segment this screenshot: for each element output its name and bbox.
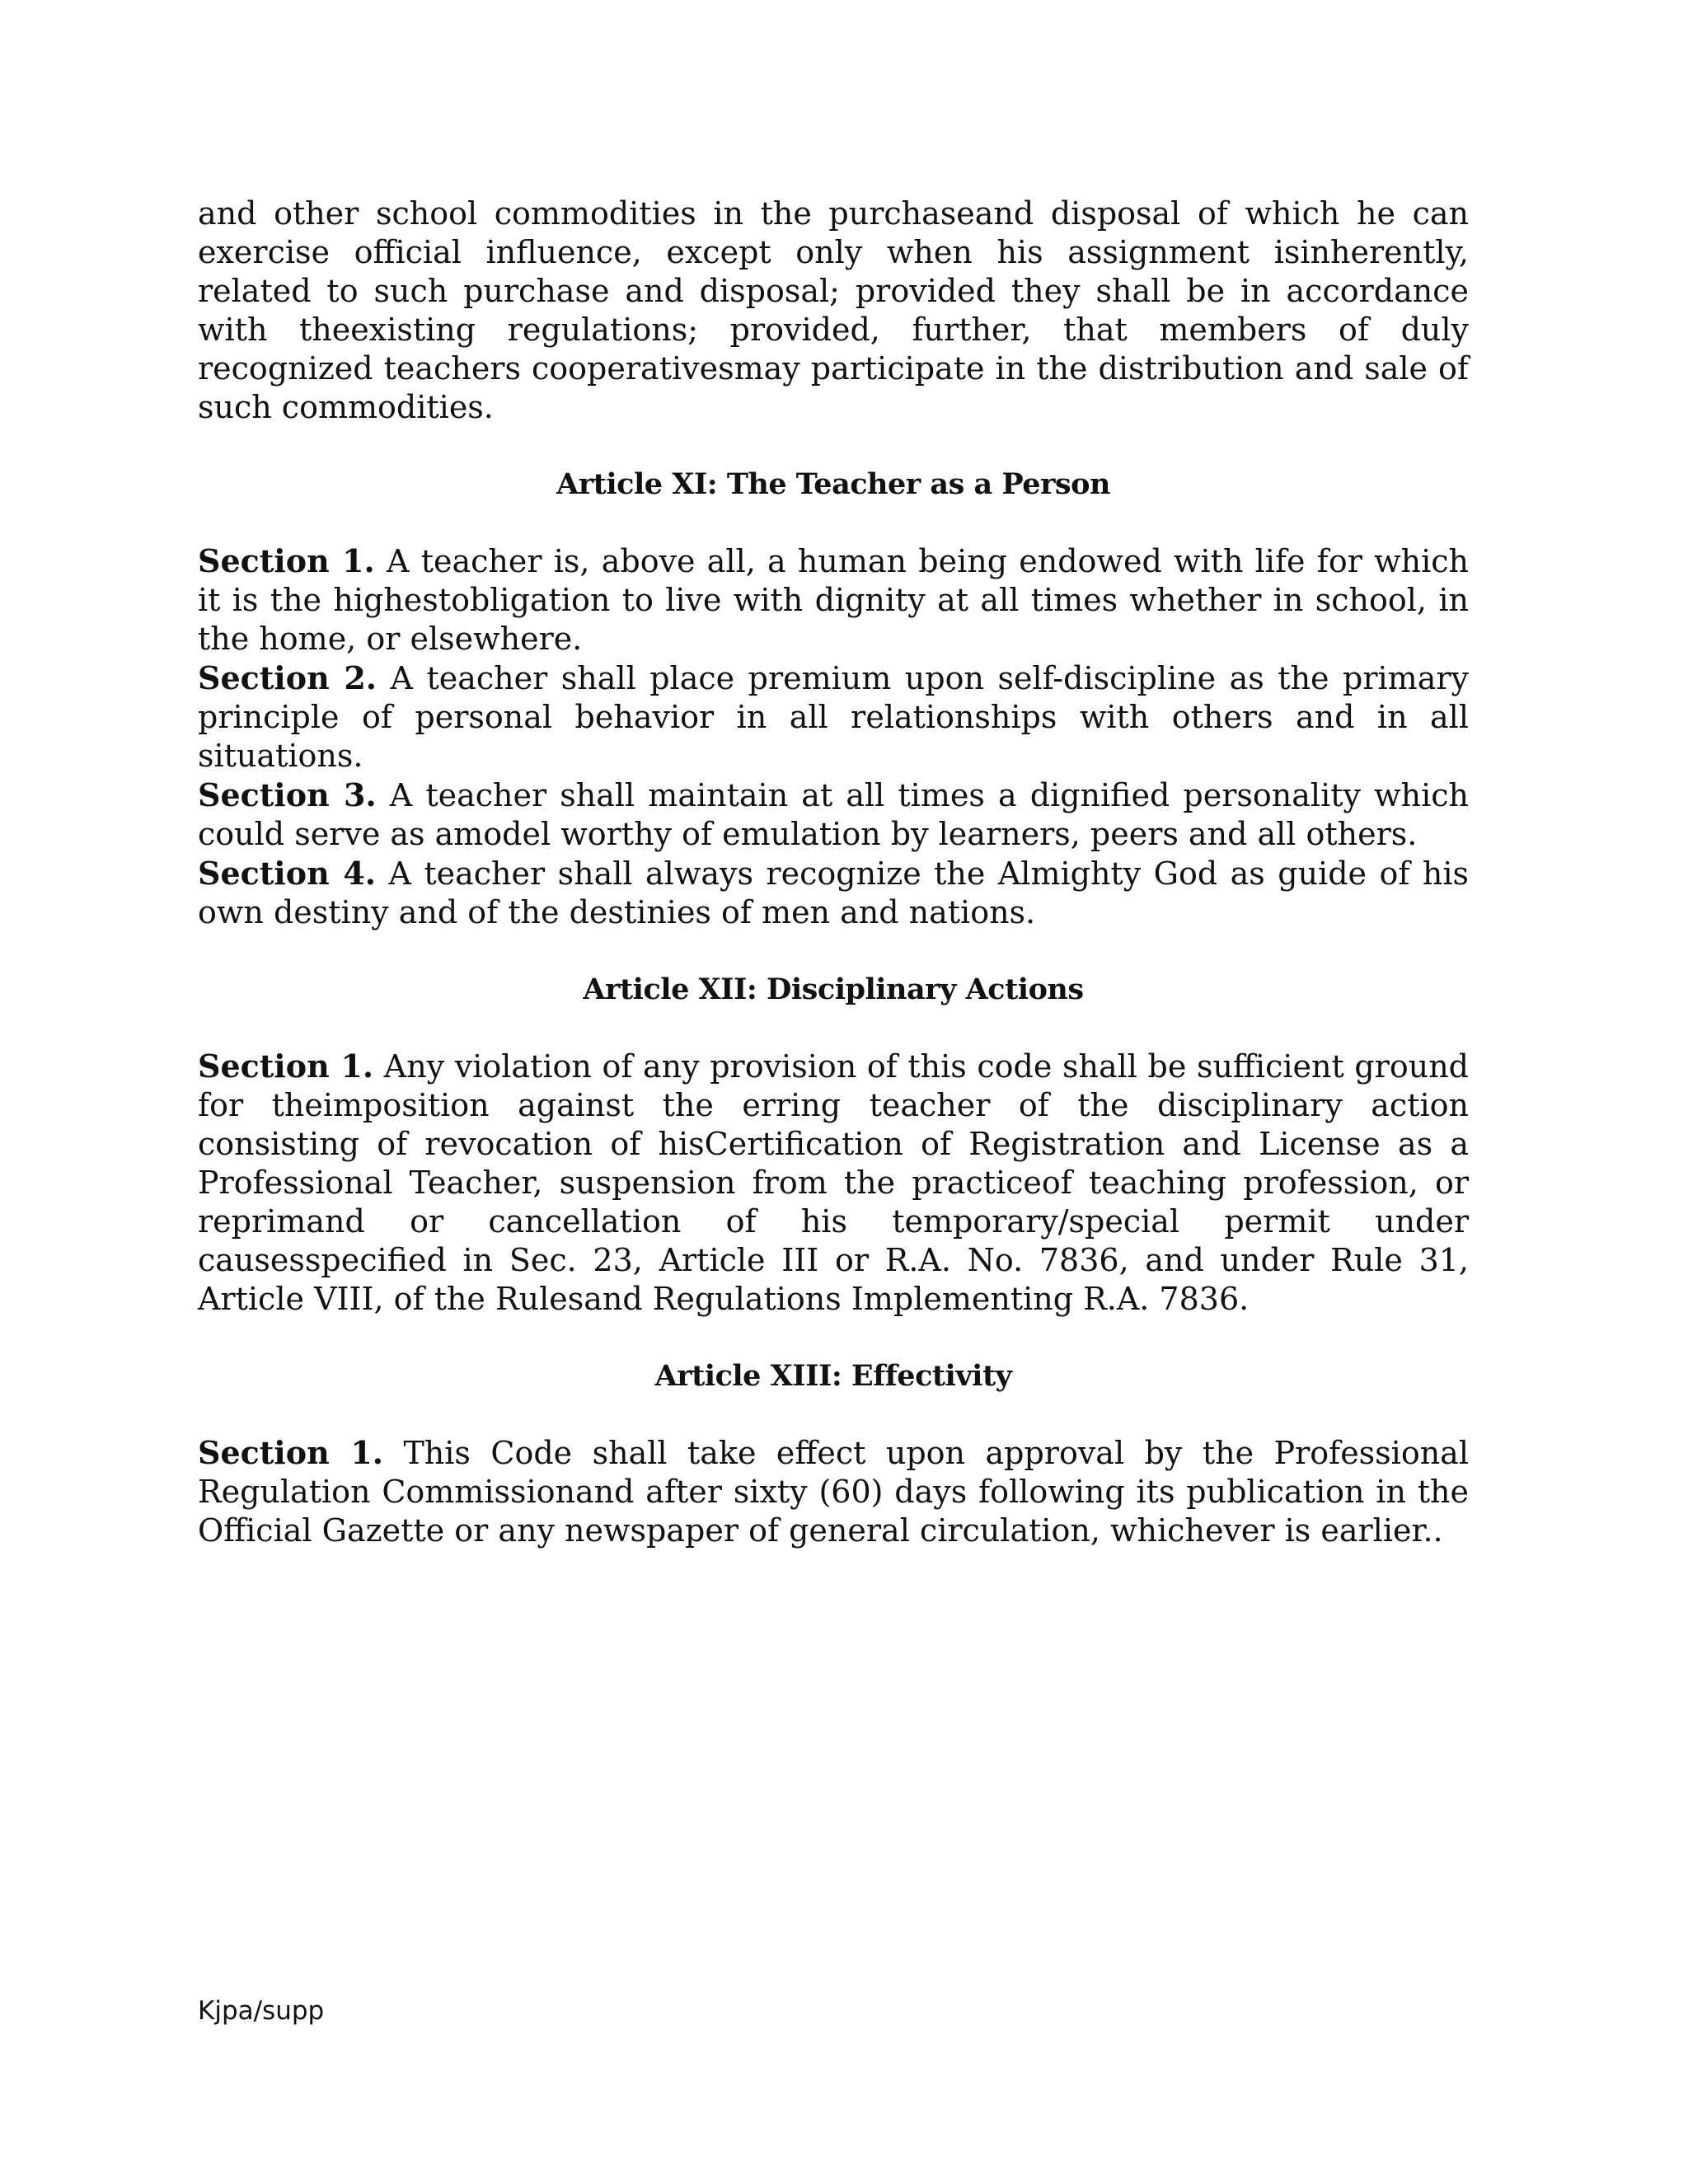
intro-paragraph: and other school commodities in the purchaseand disposal of which he can exercise official influence, except only when his assignment isinherently, related to such purchase and disposal; provided they shall be in accordance with theexisting regulations; provided, further, that members of duly recognized teachers cooperativesmay participate in the distribution and sale of such commodities. [198, 195, 1469, 425]
section-text: This Code shall take effect upon approval by the Professional Regulation Commissionand after sixty (60) days following its publication in the Official Gazette or any newspaper of general circulation, whichever is earlier.. [198, 1435, 1469, 1549]
document-page [198, 194, 1469, 1550]
article-13-heading: Article XIII: Effectivity [654, 1359, 1012, 1393]
section-text: Any violation of any provision of this code shall be sufficient ground for theimposition against the erring teacher of the disciplinary action consisting of revocation of hisCertification of Registration and License as a Professional Teacher, suspension from the practiceof teaching profession, or reprimand or cancellation of his temporary/special permit under causesspecified in Sec. 23, Article III or R.A. No. 7836, and under Rule 31, Article VIII, of the Rulesand Regulations Implementing R.A. 7836. [198, 1048, 1469, 1317]
section-label: Section 1. [198, 1047, 374, 1085]
article-12-heading: Article XII: Disciplinary Actions [583, 972, 1084, 1006]
article-11-heading: Article XI: The Teacher as a Person [556, 467, 1110, 501]
section-label: Section 3. [198, 776, 377, 813]
section-label: Section 2. [198, 659, 377, 696]
section-label: Section 4. [198, 855, 376, 892]
article-12-body [198, 1047, 1469, 1319]
section-label: Section 1. [198, 542, 375, 579]
article-12-section-1 [198, 1047, 1469, 1319]
article-11-section-4 [198, 854, 1469, 932]
article-11-section-1 [198, 541, 1469, 658]
section-text: A teacher shall always recognize the Almighty God as guide of his own destiny and of the destinies of men and nations. [198, 855, 1469, 930]
article-11-section-3 [198, 776, 1469, 854]
section-label: Section 1. [198, 1434, 383, 1471]
article-13-section-1 [198, 1433, 1469, 1550]
footer-initials: Kjpa/supp [198, 1996, 325, 2026]
section-text: A teacher shall maintain at all times a dignified personality which could serve as amodel worthy of emulation by learners, peers and all others. [198, 777, 1469, 852]
section-text: A teacher is, above all, a human being endowed with life for which it is the highestobligation to live with dignity at all times whether in school, in the home, or elsewhere. [198, 543, 1470, 657]
article-11-section-2 [198, 658, 1469, 776]
article-13-body [198, 1433, 1469, 1550]
section-text: A teacher shall place premium upon self-discipline as the primary principle of personal behavior in all relationships with others and in all situations. [198, 660, 1469, 774]
article-11-body [198, 541, 1469, 932]
